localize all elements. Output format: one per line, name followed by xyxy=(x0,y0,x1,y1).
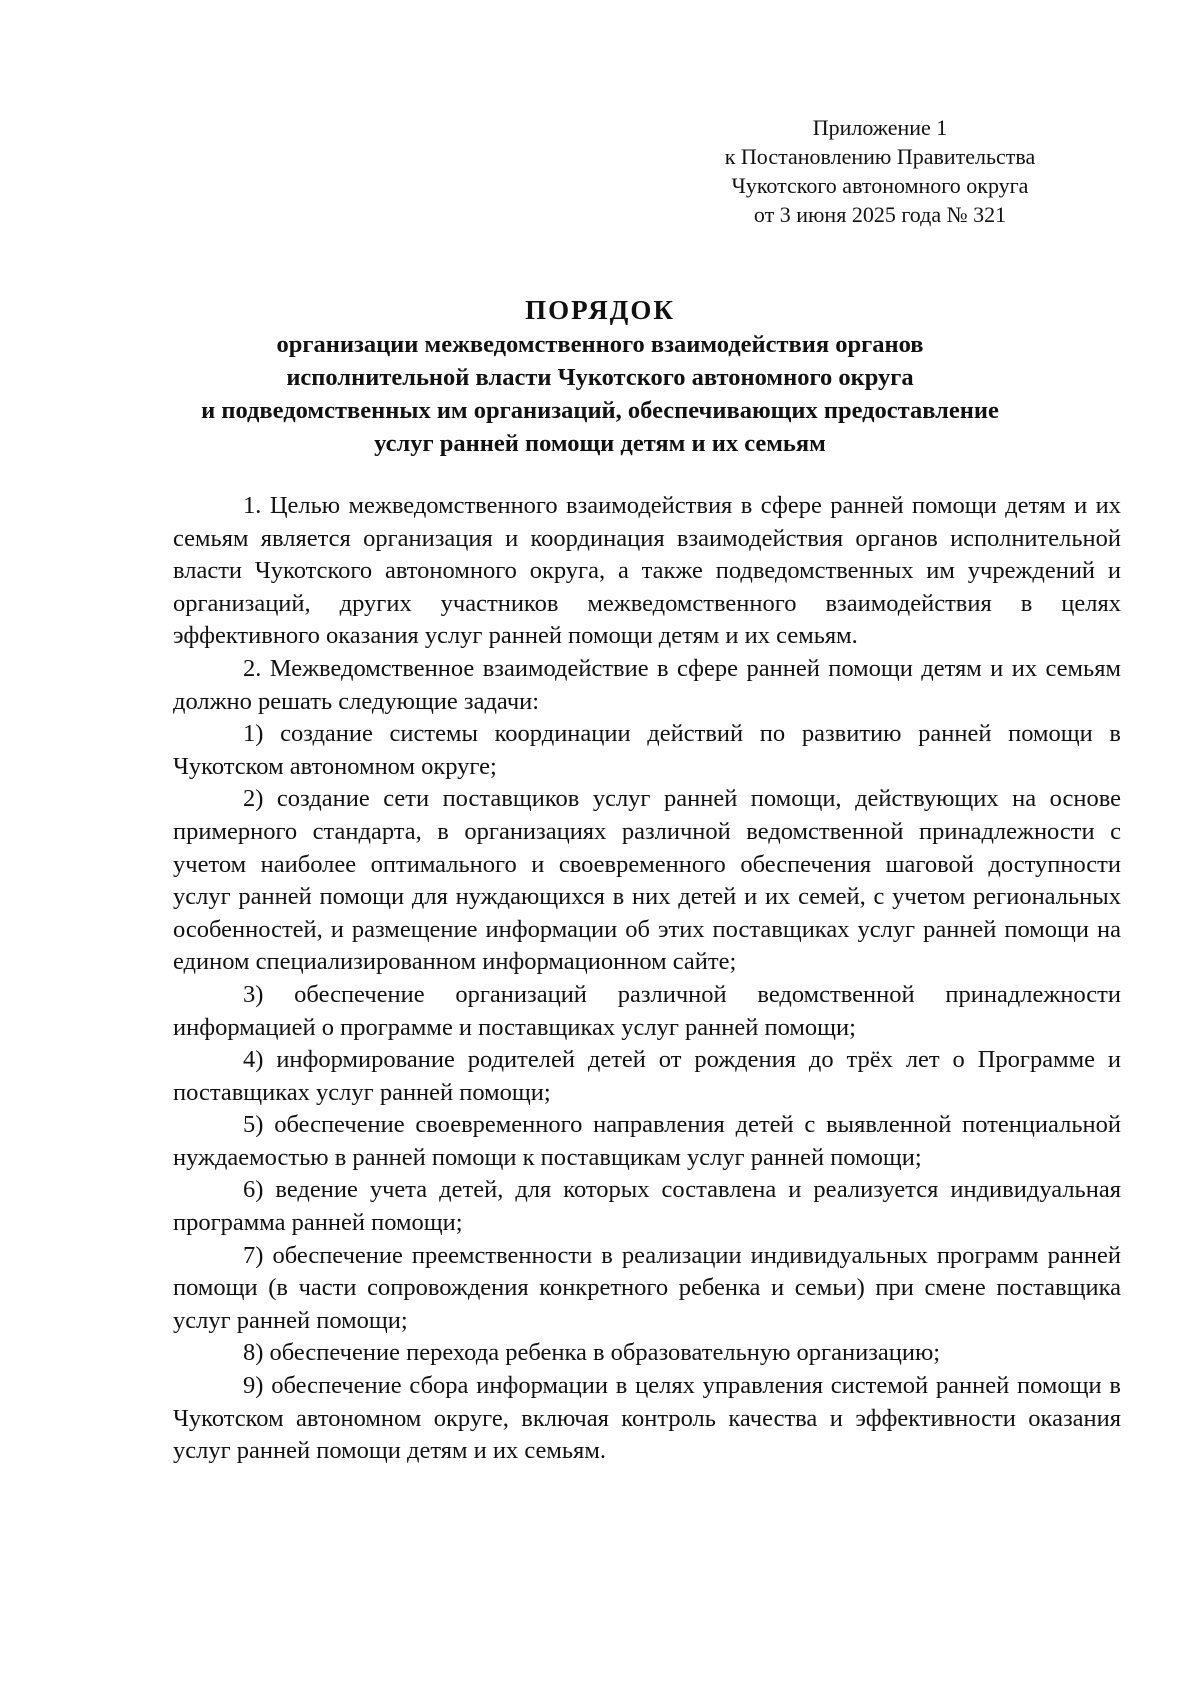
task-item-4: 4) информирование родителей детей от рождения до трёх лет о Программе и поставщиках услуг ранней помощи; xyxy=(173,1046,1121,1106)
title-subtitle-line-1: организации межведомственного взаимодействия органов xyxy=(276,331,924,358)
task-item-7: 7) обеспечение преемственности в реализации индивидуальных программ ранней помощи (в части сопровождения конкретного ребенка и семьи) при смене поставщика услуг ранней помощи; xyxy=(173,1241,1121,1334)
task-item-6: 6) ведение учета детей, для которых составлена и реализуется индивидуальная программа ранней помощи; xyxy=(173,1176,1121,1237)
task-item-5: 5) обеспечение своевременного направления детей с выявленной потенциальной нуждаемостью в ранней помощи к поставщикам услуг ранней помощи; xyxy=(173,1111,1121,1171)
task-item-2: 2) создание сети поставщиков услуг ранней помощи, действующих на основе примерного стандарта, в организациях различной ведомственной принадлежности с учетом наиболее оптимального и своевременного обеспечения шаговой доступности услуг ранней помощи для нуждающихся в них детей и их семей, с учетом региональных особенностей, и размещение информации об этих поставщиках услуг ранней помощи на едином специализированном информационном сайте; xyxy=(173,785,1121,976)
appendix-line-2: к Постановлению Правительства xyxy=(724,144,1036,169)
appendix-line-4: от 3 июня 2025 года № 321 xyxy=(753,202,1007,227)
paragraph-1: 1. Целью межведомственного взаимодействия в сфере ранней помощи детям и их семьям является организация и координация взаимодействия органов исполнительной власти Чукотского автономного округа, а также подведомственных им учреждений и организаций, других участников межведомственного взаимодействия в целях эффективного оказания услуг ранней помощи детям и их семьям. xyxy=(173,492,1121,650)
title-main: ПОРЯДОК xyxy=(525,295,675,325)
appendix-line-3: Чукотского автономного округа xyxy=(731,173,1029,198)
appendix-line-1: Приложение 1 xyxy=(812,115,948,140)
title-subtitle-line-3: и подведомственных им организаций, обеспечивающих предоставление xyxy=(201,397,999,424)
document-body xyxy=(173,490,1121,1468)
title-subtitle-line-4: услуг ранней помощи детям и их семьям xyxy=(374,430,826,457)
task-item-9: 9) обеспечение сбора информации в целях управления системой ранней помощи в Чукотском автономном округе, включая контроль качества и эффективности оказания услуг ранней помощи детям и их семьям. xyxy=(173,1372,1121,1465)
task-item-8: 8) обеспечение перехода ребенка в образовательную организацию; xyxy=(243,1339,941,1367)
task-item-1: 1) создание системы координации действий по развитию ранней помощи в Чукотском автономном округе; xyxy=(173,720,1121,780)
paragraph-2: 2. Межведомственное взаимодействие в сфере ранней помощи детям и их семьям должно решать следующие задачи: xyxy=(173,654,1121,715)
task-item-3: 3) обеспечение организаций различной ведомственной принадлежности информацией о программе и поставщиках услуг ранней помощи; xyxy=(173,980,1121,1041)
title-subtitle-line-2: исполнительной власти Чукотского автономного округа xyxy=(286,364,914,391)
document-title xyxy=(150,292,1050,460)
appendix-header xyxy=(700,113,1060,229)
